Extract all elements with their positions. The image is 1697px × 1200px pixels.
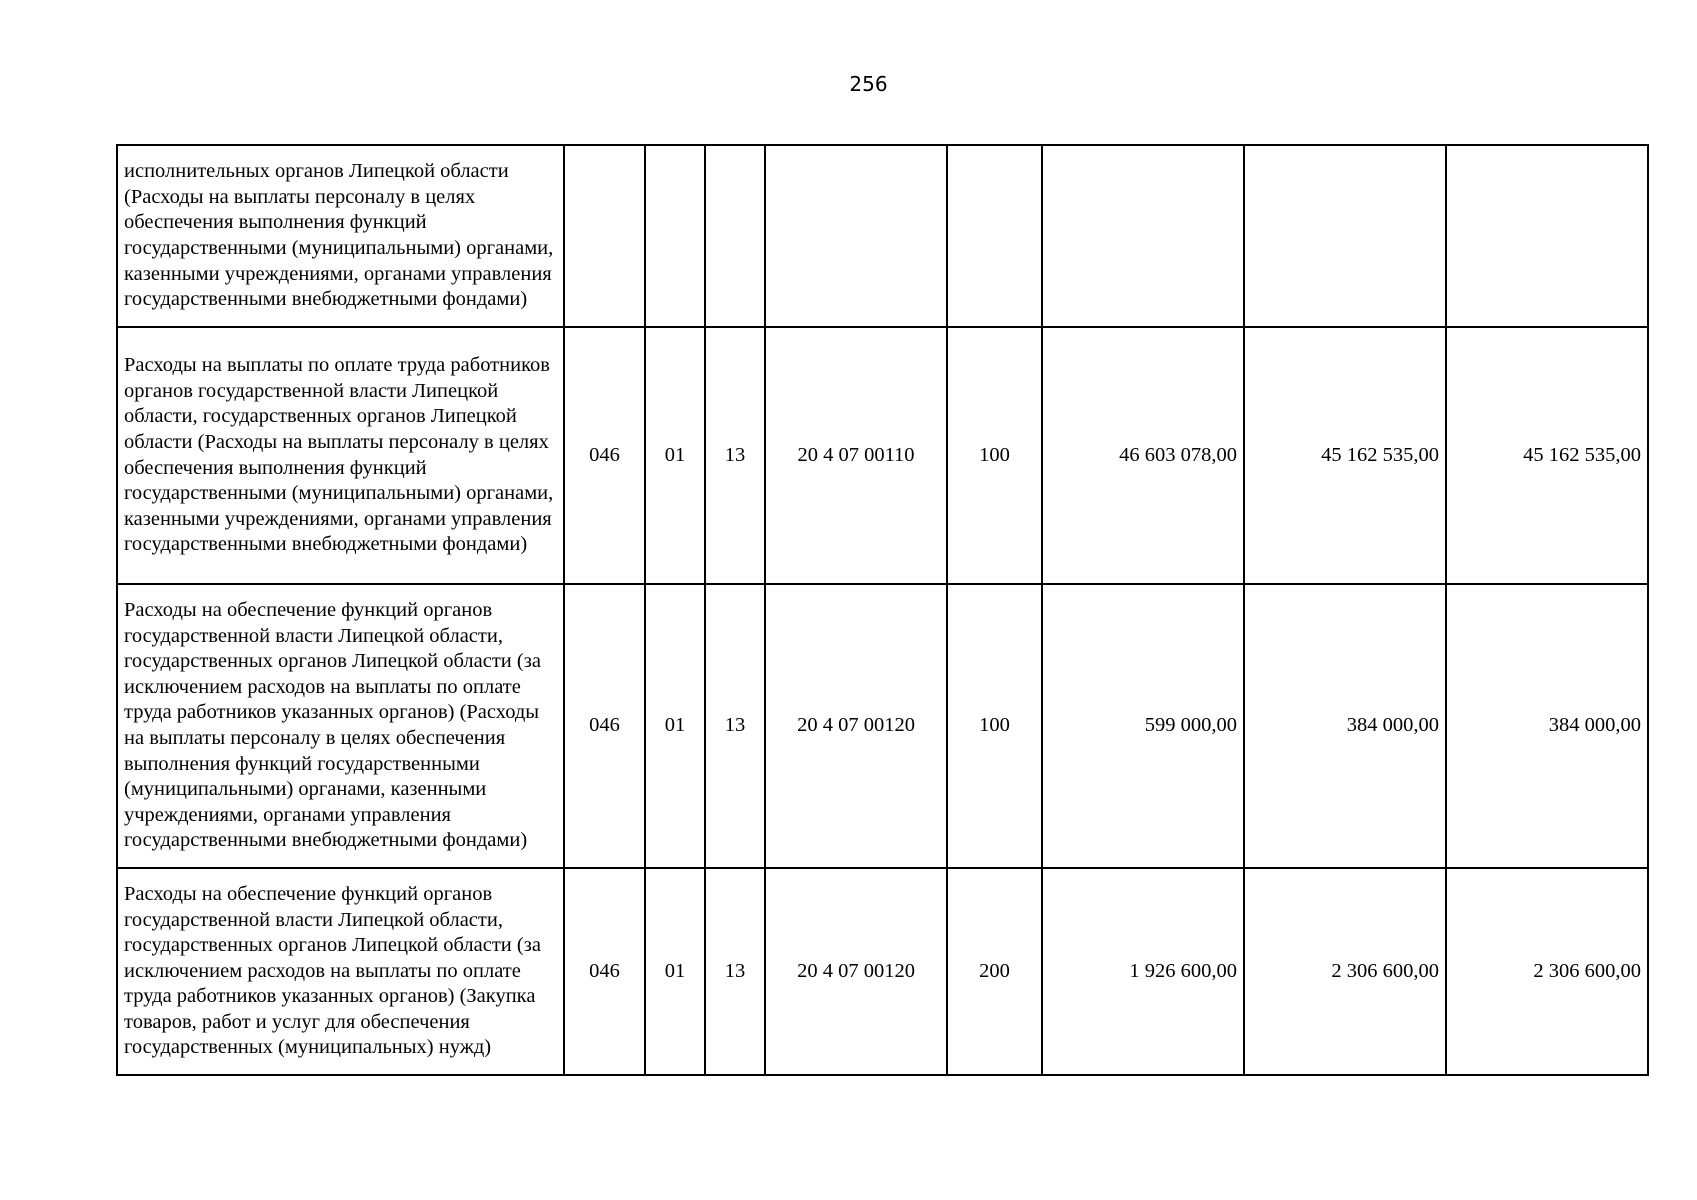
sum-2: 45 162 535,00 — [1244, 327, 1446, 584]
section-code: 01 — [645, 584, 705, 868]
expense-type-code: 200 — [947, 868, 1042, 1075]
subsection-code: 13 — [705, 584, 765, 868]
sum-2: 2 306 600,00 — [1244, 868, 1446, 1075]
budget-table — [116, 144, 1649, 1076]
target-article-code — [765, 145, 947, 327]
section-code: 01 — [645, 327, 705, 584]
section-code: 01 — [645, 868, 705, 1075]
sum-1: 46 603 078,00 — [1042, 327, 1244, 584]
table-row — [117, 868, 1648, 1075]
sum-2: 384 000,00 — [1244, 584, 1446, 868]
target-article-code: 20 4 07 00110 — [765, 327, 947, 584]
sum-1 — [1042, 145, 1244, 327]
expense-type-code: 100 — [947, 584, 1042, 868]
section-code — [645, 145, 705, 327]
row-description: Расходы на выплаты по оплате труда работников органов государственной власти Липецкой области, государственных органов Липецкой области (Расходы на выплаты персоналу в целях обеспечения выполнения функций государственными (муниципальными) органами, казенными учреждениями, органами управления государственными внебюджетными фондами) — [117, 327, 564, 584]
sum-3: 2 306 600,00 — [1446, 868, 1648, 1075]
sum-2 — [1244, 145, 1446, 327]
expense-type-code — [947, 145, 1042, 327]
ministry-code: 046 — [564, 868, 645, 1075]
ministry-code: 046 — [564, 584, 645, 868]
expense-type-code: 100 — [947, 327, 1042, 584]
table-row — [117, 327, 1648, 584]
target-article-code: 20 4 07 00120 — [765, 584, 947, 868]
ministry-code — [564, 145, 645, 327]
ministry-code: 046 — [564, 327, 645, 584]
sum-3: 45 162 535,00 — [1446, 327, 1648, 584]
subsection-code: 13 — [705, 327, 765, 584]
subsection-code: 13 — [705, 868, 765, 1075]
subsection-code — [705, 145, 765, 327]
sum-3 — [1446, 145, 1648, 327]
target-article-code: 20 4 07 00120 — [765, 868, 947, 1075]
table-row — [117, 145, 1648, 327]
page-number: 256 — [849, 72, 888, 96]
sum-1: 1 926 600,00 — [1042, 868, 1244, 1075]
sum-3: 384 000,00 — [1446, 584, 1648, 868]
row-description: исполнительных органов Липецкой области (Расходы на выплаты персоналу в целях обеспечения выполнения функций государственными (муниципальными) органами, казенными учреждениями, органами управления государственными внебюджетными фондами) — [117, 145, 564, 327]
sum-1: 599 000,00 — [1042, 584, 1244, 868]
row-description: Расходы на обеспечение функций органов государственной власти Липецкой области, государственных органов Липецкой области (за исключением расходов на выплаты по оплате труда работников указанных органов) (Закупка товаров, работ и услуг для обеспечения государственных (муниципальных) нужд) — [117, 868, 564, 1075]
table-row — [117, 584, 1648, 868]
row-description: Расходы на обеспечение функций органов государственной власти Липецкой области, государственных органов Липецкой области (за исключением расходов на выплаты по оплате труда работников указанных органов) (Расходы на выплаты персоналу в целях обеспечения выполнения функций государственными (муниципальными) органами, казенными учреждениями, органами управления государственными внебюджетными фондами) — [117, 584, 564, 868]
